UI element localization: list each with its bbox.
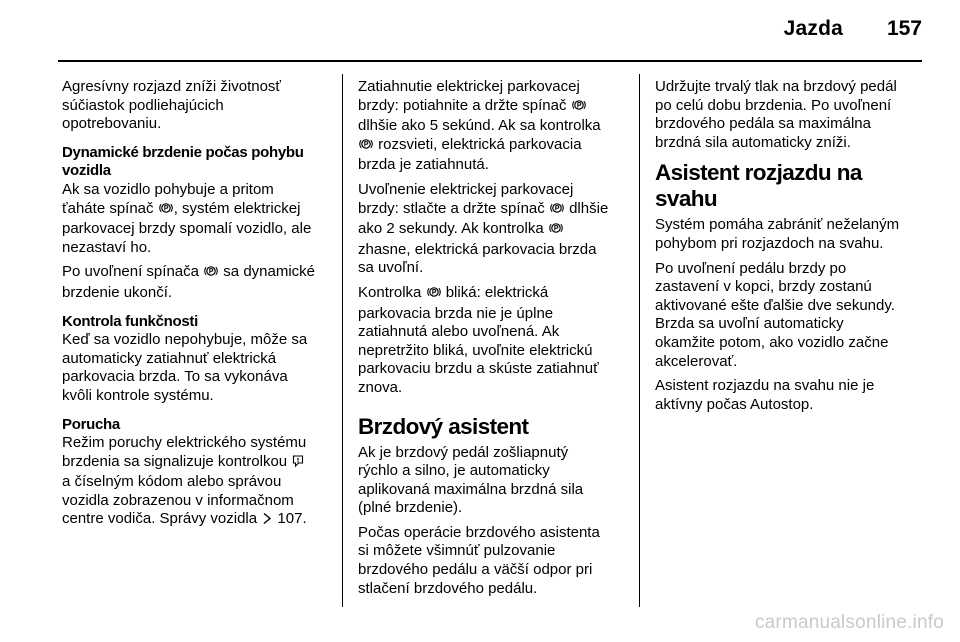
text-line: brzdenie ukončí.	[62, 283, 173, 301]
text-line: Brzdový asistent	[358, 413, 529, 439]
text-column-left	[62, 78, 334, 537]
text-line: Agresívny rozjazd zníži životnosť	[62, 78, 282, 95]
parking-brake-icon	[572, 98, 586, 118]
text-line: nepretržito bliká, uvoľnite elektrickú	[358, 341, 593, 359]
text-line: kvôli kontrole systému.	[62, 386, 214, 404]
text-fragment: dlhšie	[564, 199, 609, 217]
paragraph	[358, 78, 634, 175]
column-divider	[342, 74, 343, 607]
text-line: automaticky zatiahnuť elektrická	[62, 349, 277, 367]
text-line: zatiahnutá alebo uvoľnená. Ak	[358, 323, 560, 341]
text-line: po celú dobu brzdenia. Po uvoľnení	[655, 96, 892, 114]
text-line: brzda je zatiahnutá.	[358, 156, 489, 174]
text-line: Režim poruchy elektrického systému	[62, 434, 307, 452]
text-line: nezastaví ho.	[62, 238, 152, 256]
text-line: pohybom pri rozjazdoch na svahu.	[655, 234, 884, 252]
text-line: súčiastok podliehajúcich	[62, 96, 224, 114]
text-line: dlhšie ako 5 sekúnd. Ak sa kontrolka	[358, 117, 601, 135]
subsection-heading	[62, 144, 334, 181]
paragraph	[62, 331, 334, 405]
text-line: Keď sa vozidlo nepohybuje, môže sa	[62, 331, 308, 349]
paragraph	[358, 181, 634, 278]
text-line: Zatiahnutie elektrickej parkovacej	[358, 78, 580, 95]
text-fragment: sa dynamické	[219, 263, 316, 281]
text-line: akcelerovať.	[655, 352, 738, 370]
text-line: Počas operácie brzdového asistenta	[358, 523, 600, 541]
section-title: Jazda	[783, 17, 843, 40]
paragraph	[655, 216, 925, 253]
paragraph	[358, 444, 634, 518]
paragraph	[62, 434, 334, 531]
paragraph	[62, 78, 334, 134]
text-line: okamžite potom, ako vozidlo začne	[655, 333, 889, 351]
text-line: Asistent rozjazdu na svahu	[655, 160, 862, 212]
text-line: brzdového pedálu a väčší odpor pri	[358, 561, 593, 579]
text-line: znova.	[358, 378, 403, 396]
paragraph	[655, 260, 925, 372]
text-line: parkovacia brzda nie je úplne	[358, 304, 554, 322]
section-heading	[655, 160, 925, 212]
parking-brake-icon	[550, 201, 564, 221]
parking-brake-icon	[427, 285, 441, 305]
text-line: Asistent rozjazdu na svahu nie je	[655, 377, 875, 395]
text-line: parkovacej brzdy spomalí vozidlo, ale	[62, 220, 312, 238]
text-line: Udržujte trvalý tlak na brzdový pedál	[655, 78, 897, 95]
parking-brake-icon	[204, 264, 218, 284]
text-fragment: Kontrolka	[358, 283, 426, 301]
text-line: si môžete všimnúť pulzovanie	[358, 542, 556, 560]
text-fragment: brzdenia sa signalizuje kontrolkou	[62, 452, 292, 470]
paragraph	[62, 263, 334, 302]
text-line: stlačení brzdového pedálu.	[358, 579, 538, 597]
page-ref-icon[interactable]	[262, 512, 272, 531]
text-line: vozidla	[62, 162, 111, 180]
text-fragment: ťaháte spínač	[62, 199, 158, 217]
section-heading	[358, 414, 634, 440]
watermark: carmanualsonline.info	[754, 612, 944, 633]
text-column-right	[655, 78, 925, 420]
subsection-heading	[62, 313, 334, 332]
text-line: sa uvoľní.	[358, 259, 424, 277]
parking-brake-icon	[359, 137, 373, 157]
paragraph	[655, 78, 925, 152]
text-line: vozidla zobrazenou v informačnom	[62, 491, 294, 509]
text-line: brzdového pedála sa maximálna	[655, 115, 871, 133]
page-header	[0, 0, 960, 62]
text-line: rýchlo a silno, je automaticky	[358, 462, 550, 480]
parking-brake-icon	[159, 201, 173, 221]
warning-lamp-icon	[292, 454, 304, 474]
text-line: Ak je brzdový pedál zošliapnutý	[358, 443, 569, 461]
text-line: Porucha	[62, 415, 120, 433]
text-fragment: centre vodiča. Správy vozidla	[62, 510, 262, 528]
column-divider	[639, 74, 640, 607]
text-line: opotrebovaniu.	[62, 115, 162, 133]
text-line: aplikovaná maximálna brzdná sila	[358, 480, 584, 498]
text-fragment: brzdy: potiahnite a držte spínač	[358, 96, 571, 114]
text-fragment: , systém elektrickej	[173, 199, 301, 217]
text-fragment: 107.	[273, 510, 307, 528]
text-line: brzdná sila automaticky zníži.	[655, 133, 851, 151]
paragraph	[358, 284, 634, 398]
parking-brake-icon	[549, 221, 563, 241]
text-fragment: rozsvieti, elektrická parkovacia	[374, 135, 582, 153]
text-line: Uvoľnenie elektrickej parkovacej	[358, 180, 574, 198]
paragraph	[62, 181, 334, 257]
paragraph	[655, 377, 925, 414]
text-line: Po uvoľnení pedálu brzdy po	[655, 259, 847, 277]
text-column-middle	[358, 78, 634, 604]
text-fragment: bliká: elektrická	[441, 283, 549, 301]
text-line: aktívny počas Autostop.	[655, 395, 814, 413]
text-line: Dynamické brzdenie počas pohybu	[62, 143, 304, 161]
text-line: zastavení v kopci, brzdy zostanú	[655, 278, 872, 296]
text-fragment: brzdy: stlačte a držte spínač	[358, 199, 549, 217]
text-line: (plné brzdenie).	[358, 499, 463, 517]
text-line: Brzda sa uvoľní automaticky	[655, 315, 844, 333]
text-line: parkovaciu brzdu a skúste zatiahnuť	[358, 360, 599, 378]
text-line: parkovacia brzda. To sa vykonáva	[62, 368, 288, 386]
text-fragment: Po uvoľnení spínača	[62, 263, 204, 281]
subsection-heading	[62, 416, 334, 435]
text-fragment: ako 2 sekundy. Ak kontrolka	[358, 220, 548, 238]
text-line: aktivované ešte ďalšie dve sekundy.	[655, 296, 895, 314]
text-line: zhasne, elektrická parkovacia brzda	[358, 240, 597, 258]
text-line: Ak sa vozidlo pohybuje a pritom	[62, 180, 274, 198]
header-rule	[58, 60, 922, 62]
text-line: Kontrola funkčnosti	[62, 312, 198, 330]
text-line: a číselným kódom alebo správou	[62, 473, 282, 491]
text-line: Systém pomáha zabrániť neželaným	[655, 216, 900, 234]
paragraph	[358, 524, 634, 598]
page-number: 157	[886, 17, 922, 40]
